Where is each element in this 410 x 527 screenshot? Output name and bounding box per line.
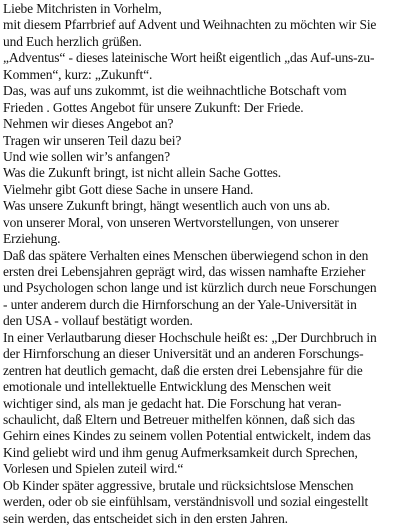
- text-line: emotionale und intellektuelle Entwicklung des Menschen weit: [3, 379, 331, 395]
- text-line: Erziehung.: [3, 231, 61, 247]
- text-line: von unserer Moral, von unseren Wertvorstellungen, von unserer: [3, 214, 339, 230]
- text-line: Kommen“, kurz: „Zukunft“.: [3, 66, 153, 82]
- text-line: Das, was auf uns zukommt, ist die weihnachtliche Botschaft vom: [3, 83, 347, 99]
- text-line: schaulicht, daß Eltern und Betreuer mithelfen können, daß sich das: [3, 411, 355, 427]
- text-line: Vorlesen und Spielen zuteil wird.“: [3, 461, 184, 477]
- text-line: zentren hat deutlich gemacht, daß die ersten drei Lebensjahre für die: [3, 362, 363, 378]
- text-line: Liebe Mitchristen in Vorhelm,: [3, 1, 162, 16]
- text-line: der Hirnforschung an dieser Universität und an anderen Forschungs-: [3, 346, 364, 362]
- text-line: - unter anderem durch die Hirnforschung an der Yale-Universität in: [3, 296, 357, 312]
- text-line: Vielmehr gibt Gott diese Sache in unsere Hand.: [3, 181, 254, 197]
- text-line: Nehmen wir dieses Angebot an?: [3, 116, 174, 132]
- text-line: mit diesem Pfarrbrief auf Advent und Weihnachten zu möchten wir Sie: [3, 17, 377, 33]
- text-line: ersten drei Lebensjahren geprägt wird, das wissen namhafte Erzieher: [3, 264, 366, 279]
- text-line: Kind geliebt wird und ihm genug Aufmerksamkeit durch Sprechen,: [3, 444, 358, 460]
- text-line: und Euch herzlich grüßen.: [3, 33, 142, 49]
- document-body: [3, 1, 408, 527]
- text-line: Gehirn eines Kindes zu seinem vollen Potential entwickelt, indem das: [3, 428, 371, 444]
- text-line: In einer Verlautbarung dieser Hochschule heißt es: „Der Durchbruch in: [3, 329, 377, 345]
- text-line: sein werden, das entscheidet sich in den ersten Jahren.: [3, 510, 288, 526]
- text-line: werden, oder ob sie einfühlsam, verständnisvoll und sozial eingestellt: [3, 494, 369, 510]
- text-line: Ob Kinder später aggressive, brutale und rücksichtslose Menschen: [3, 477, 354, 493]
- text-line: Was unsere Zukunft bringt, hängt wesentlich auch von uns ab.: [3, 198, 330, 214]
- text-line: Daß das spätere Verhalten eines Menschen überwiegend schon in den: [3, 247, 369, 263]
- text-line: „Adventus“ - dieses lateinische Wort heißt eigentlich „das Auf-uns-zu-: [3, 50, 375, 66]
- text-line: und Psychologen schon lange und ist kürzlich durch neue Forschungen: [3, 280, 377, 296]
- text-line: Und wie sollen wir’s anfangen?: [3, 148, 170, 164]
- text-line: den USA - vollauf bestätigt worden.: [3, 313, 193, 329]
- text-line: Frieden . Gottes Angebot für unsere Zukunft: Der Friede.: [3, 99, 304, 115]
- text-line: wichtiger sind, als man je gedacht hat. Die Forschung hat veran-: [3, 395, 342, 411]
- text-line: Was die Zukunft bringt, ist nicht allein Sache Gottes.: [3, 165, 282, 181]
- text-line: Tragen wir unseren Teil dazu bei?: [3, 132, 182, 148]
